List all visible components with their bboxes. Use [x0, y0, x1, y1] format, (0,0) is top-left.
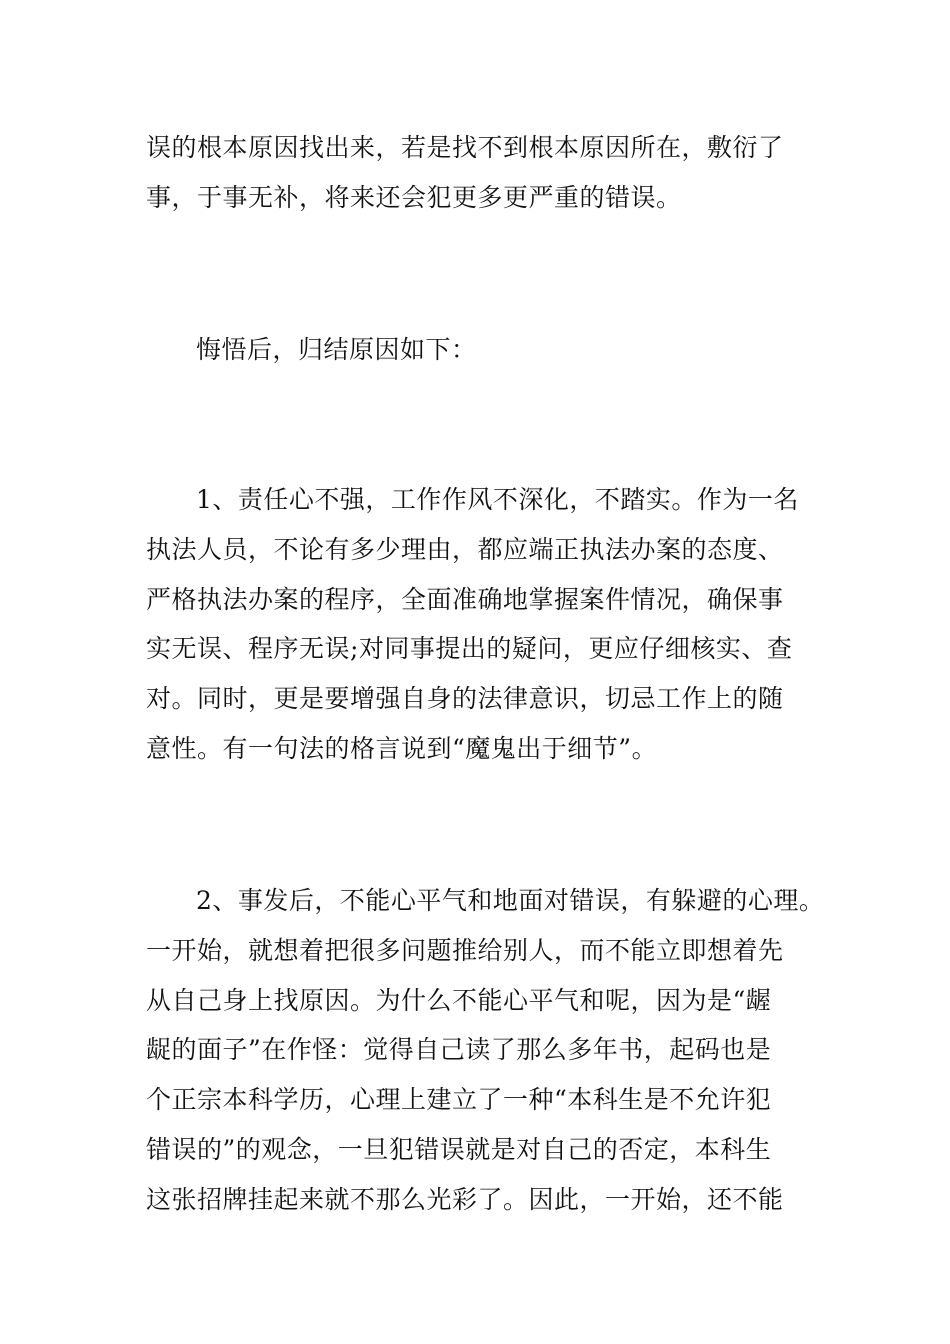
paragraph-4-line-3: 从自己身上找原因。为什么不能心平气和呢，因为是“龌: [146, 986, 772, 1015]
paragraph-4-line-2: 一开始，就想着把很多问题推给别人，而不能立即想着先: [146, 936, 784, 965]
paragraph-4-line-5: 个正宗本科学历，心理上建立了一种“本科生是不允许犯: [146, 1085, 772, 1114]
paragraph-1-line-1: 误的根本原因找出来，若是找不到根本原因所在，敷衍了: [146, 133, 784, 162]
paragraph-3-line-2: 执法人员，不论有多少理由，都应端正执法办案的态度、: [146, 535, 784, 564]
paragraph-3-line-5: 对。同时，更是要增强自身的法律意识，切忌工作上的随: [146, 684, 784, 713]
paragraph-4-line-6: 错误的”的观念，一旦犯错误就是对自己的否定，本科生: [146, 1135, 772, 1164]
paragraph-4-line-1: 2、事发后，不能心平气和地面对错误，有躲避的心理。: [196, 886, 825, 915]
paragraph-2-line-1: 悔悟后，归结原因如下：: [196, 335, 477, 364]
paragraph-4-line-7: 这张招牌挂起来就不那么光彩了。因此，一开始，还不能: [146, 1185, 784, 1214]
paragraph-4-line-4: 龊的面子”在作怪：觉得自己读了那么多年书，起码也是: [146, 1035, 772, 1064]
paragraph-3-line-3: 严格执法办案的程序，全面准确地掌握案件情况，确保事: [146, 585, 784, 614]
paragraph-3-line-4: 实无误、程序无误;对同事提出的疑问，更应仔细核实、查: [146, 634, 793, 663]
paragraph-3-line-1: 1、责任心不强，工作作风不深化，不踏实。作为一名: [196, 485, 799, 514]
paragraph-1-line-2: 事，于事无补，将来还会犯更多更严重的错误。: [146, 183, 682, 212]
paragraph-3-line-6: 意性。有一句法的格言说到“魔鬼出于细节”。: [146, 734, 658, 763]
